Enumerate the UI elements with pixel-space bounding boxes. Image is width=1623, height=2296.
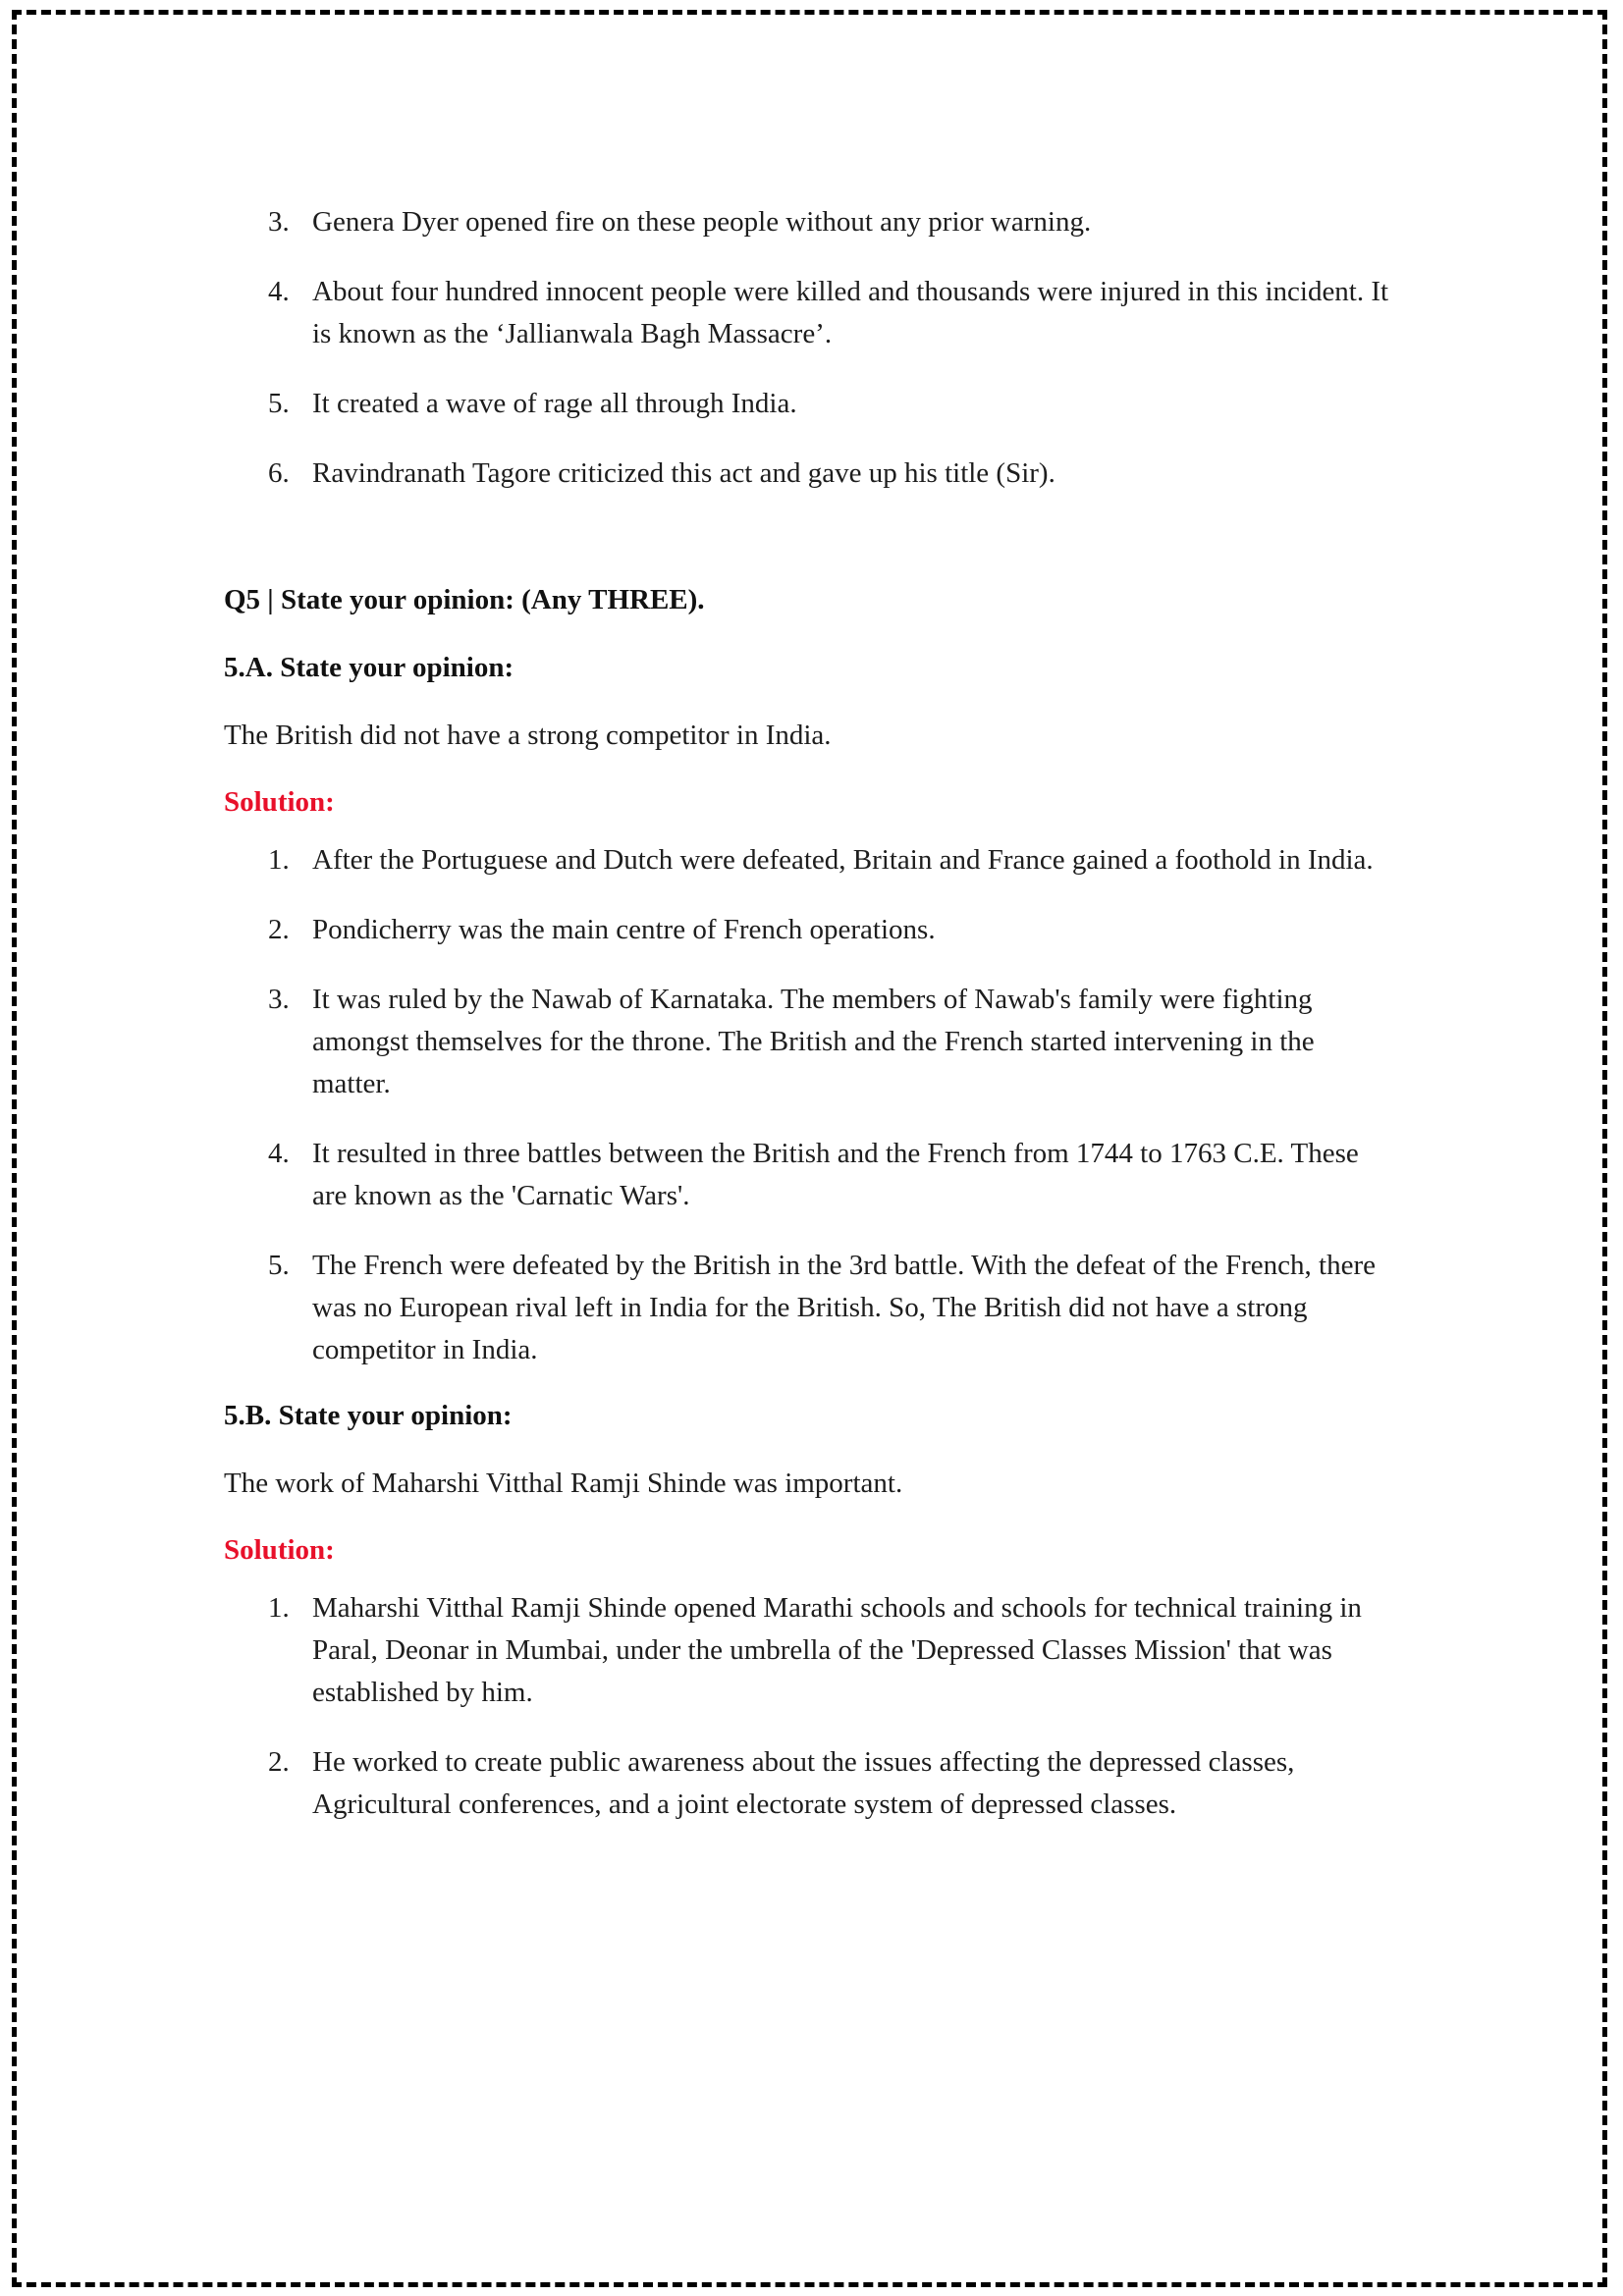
section-spacer [224, 522, 1392, 579]
list-marker: 3. [268, 206, 290, 238]
list-item-text: After the Portuguese and Dutch were defeated, Britain and France gained a foothold in India. [312, 844, 1374, 876]
list-marker: 4. [268, 1138, 290, 1169]
list-item [224, 271, 1392, 355]
list-item [224, 1741, 1392, 1826]
list-item [224, 453, 1392, 495]
list-marker: 5. [268, 388, 290, 419]
list-marker: 2. [268, 1746, 290, 1778]
list-item [224, 201, 1392, 243]
list-marker: 6. [268, 457, 290, 489]
list-item [224, 1245, 1392, 1371]
list-item-text: He worked to create public awareness about the issues affecting the depressed classes, Agricultural conferences, and a joint electorate system of depressed classes. [312, 1746, 1295, 1820]
list-marker: 1. [268, 844, 290, 876]
list-item-text: Ravindranath Tagore criticized this act and gave up his title (Sir). [312, 457, 1055, 489]
list-item [224, 1587, 1392, 1714]
list-item-text: It resulted in three battles between the British and the French from 1744 to 1763 C.E. These are known as the 'Carnatic Wars'. [312, 1138, 1359, 1211]
subsection-5a-solution-list [224, 839, 1392, 1371]
subsection-5a-prompt: The British did not have a strong competitor in India. [224, 720, 832, 751]
list-marker: 3. [268, 984, 290, 1015]
list-item [224, 839, 1392, 881]
subsection-5b-prompt: The work of Maharshi Vitthal Ramji Shinde was important. [224, 1468, 903, 1499]
section-spacer [224, 1371, 1392, 1395]
subsection-5b-solution-list [224, 1587, 1392, 1826]
continued-answer-list [224, 201, 1392, 495]
list-marker: 4. [268, 276, 290, 307]
list-item [224, 979, 1392, 1105]
list-item-text: It was ruled by the Nawab of Karnataka. The members of Nawab's family were fighting amongst themselves for the throne. The British and the French started intervening in the matter. [312, 984, 1315, 1099]
subsection-5a-heading: 5.A. State your opinion: [224, 652, 514, 683]
subsection-5a-solution-label: Solution: [224, 786, 335, 818]
subsection-5b-heading: 5.B. State your opinion: [224, 1400, 513, 1431]
list-marker: 1. [268, 1592, 290, 1624]
list-item [224, 909, 1392, 951]
list-item-text: About four hundred innocent people were killed and thousands were injured in this incident. It is known as the ‘Jallianwala Bagh Massacre’. [312, 276, 1389, 349]
list-item-text: Maharshi Vitthal Ramji Shinde opened Marathi schools and schools for technical training in Paral, Deonar in Mumbai, under the umbrella of the 'Depressed Classes Mission' that was established by him. [312, 1592, 1362, 1708]
list-item-text: The French were defeated by the British in the 3rd battle. With the defeat of the French, there was no European rival left in India for the British. So, The British did not have a strong competitor in India. [312, 1250, 1376, 1365]
list-marker: 2. [268, 914, 290, 945]
question-q5-title: Q5 | State your opinion: (Any THREE). [224, 584, 705, 615]
document-content [224, 201, 1392, 1826]
list-item [224, 1133, 1392, 1217]
list-item-text: Genera Dyer opened fire on these people without any prior warning. [312, 206, 1092, 238]
list-item [224, 383, 1392, 425]
list-item-text: It created a wave of rage all through India. [312, 388, 797, 419]
subsection-5b-solution-label: Solution: [224, 1534, 335, 1566]
list-item-text: Pondicherry was the main centre of French operations. [312, 914, 936, 945]
list-marker: 5. [268, 1250, 290, 1281]
